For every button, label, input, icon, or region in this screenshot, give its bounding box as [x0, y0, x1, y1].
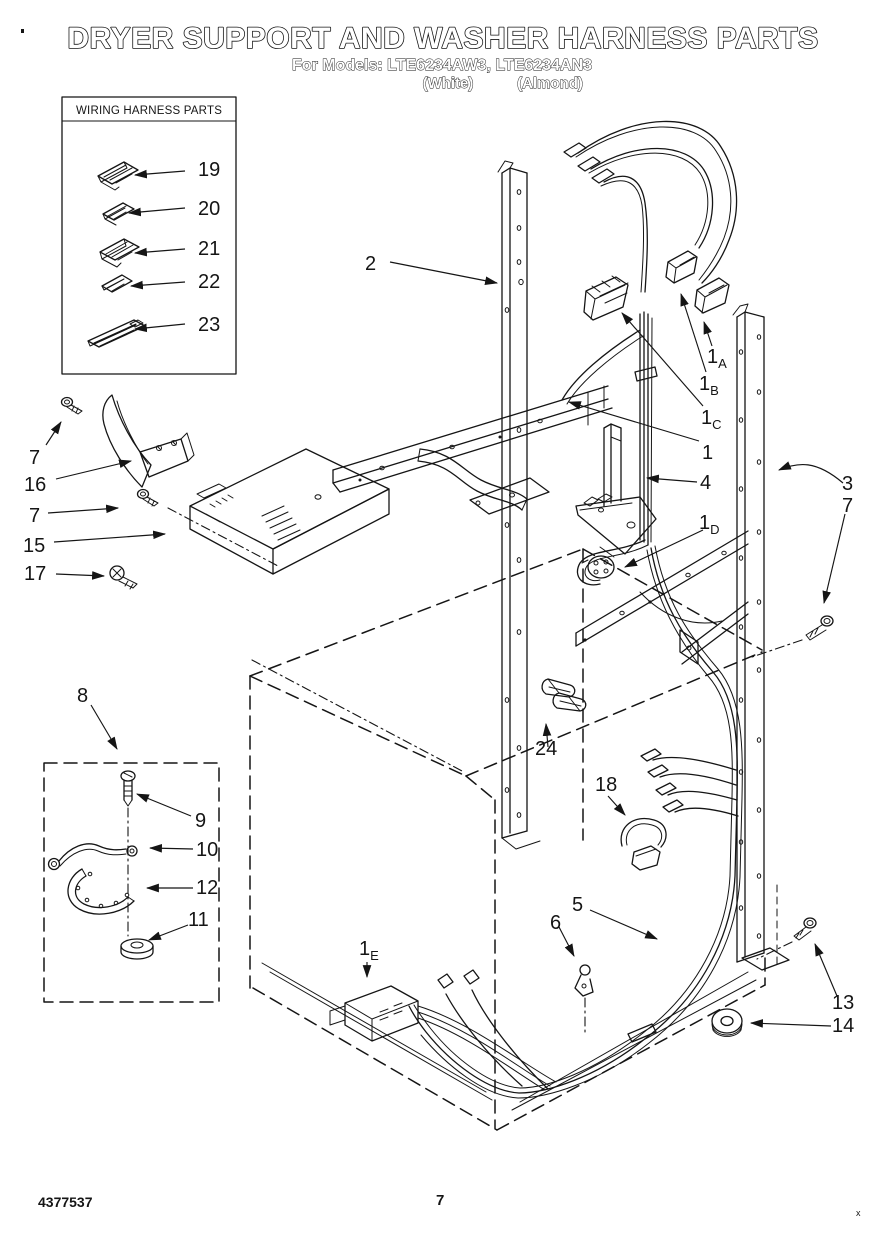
callout-23: 23 [198, 314, 221, 336]
harness-connector-21-icon [100, 239, 139, 267]
callout-5: 5 [572, 894, 584, 916]
finish-white: (White) [422, 75, 474, 92]
callout-2: 2 [365, 253, 377, 275]
connector-1a [695, 278, 729, 313]
callout-1: 1 [702, 442, 714, 464]
callout-16: 16 [24, 474, 47, 496]
footer [38, 1192, 861, 1218]
alignment-centerline-left [168, 508, 278, 566]
callout-7-top-left: 7 [29, 447, 41, 469]
left-mounting-assembly [62, 395, 465, 772]
header [21, 22, 819, 92]
callout-arrows [46, 171, 845, 1026]
branch-terminals [641, 749, 738, 816]
inset-box-title: WIRING HARNESS PARTS [76, 105, 223, 117]
harness-connector-22-icon [102, 275, 132, 292]
connector-1c [584, 276, 628, 320]
ground-kit-inset [44, 763, 219, 1002]
finish-almond: (Almond) [517, 75, 583, 92]
page-title: DRYER SUPPORT AND WASHER HARNESS PARTS [67, 22, 819, 55]
screw-7-upper-icon [62, 398, 83, 415]
callout-1c: $1_C$ [701, 407, 722, 432]
ferrule-wires [438, 970, 548, 1089]
callout-7-mid-left: 7 [29, 505, 41, 527]
wire-assembly-18 [621, 819, 666, 870]
callout-15: 15 [23, 535, 46, 557]
page-number: 7 [436, 1192, 445, 1209]
alignment-centerline-to-cabinet [252, 660, 464, 772]
cable-tie [635, 367, 657, 381]
callout-3: 3 [842, 473, 854, 495]
callout-21: 21 [198, 238, 221, 260]
callout-8: 8 [77, 685, 89, 707]
harness-clip-24 [542, 679, 586, 711]
bracket-15-panel [190, 449, 389, 574]
middle-cross-rails [576, 531, 748, 664]
clip-6 [575, 965, 593, 1036]
harness-connector-23-icon [88, 320, 145, 347]
callout-1e: $1_E$ [359, 938, 379, 963]
harness-connector-19-icon [98, 162, 138, 190]
callout-14: 14 [832, 1015, 855, 1037]
callout-17: 17 [24, 563, 47, 585]
ground-wire-10-icon [49, 844, 138, 870]
callout-4: 4 [700, 472, 712, 494]
s-bracket [418, 449, 549, 514]
callout-1a: $1_A$ [707, 346, 727, 371]
screw-7-mid-icon [138, 490, 159, 507]
callout-6: 6 [550, 912, 562, 934]
callout-1b: $1_B$ [699, 373, 719, 398]
callout-1d: $1_D$ [699, 512, 720, 537]
callout-9: 9 [195, 810, 207, 832]
corner-mark: x [856, 1208, 861, 1218]
grommet-11-icon [121, 939, 153, 959]
upper-cross-rail [333, 386, 612, 514]
callout-12: 12 [196, 877, 219, 899]
callout-22: 22 [198, 271, 221, 293]
connector-1b [666, 251, 697, 283]
main-wire-harness [330, 121, 742, 1098]
harness-connector-20-icon [103, 203, 134, 225]
strap-12-icon [68, 869, 134, 914]
callout-19: 19 [198, 159, 221, 181]
callout-18: 18 [595, 774, 618, 796]
registration-dot [21, 29, 24, 33]
bracket-16 [103, 395, 194, 487]
leveling-foot-14-icon [712, 1009, 742, 1036]
document-number: 4377537 [38, 1194, 93, 1210]
models-line: For Models: LTE6234AW3, LTE6234AN3 [292, 57, 592, 74]
right-support-post [733, 304, 789, 970]
callout-10: 10 [196, 839, 219, 861]
callout-7-right: 7 [842, 495, 854, 517]
callout-11: 11 [188, 909, 209, 931]
callout-labels [23, 159, 854, 1037]
washer-cabinet-outline [250, 549, 765, 1130]
callout-20: 20 [198, 198, 221, 220]
screw-17-icon [110, 566, 137, 589]
screw-9-icon [121, 771, 135, 806]
callout-24: 24 [535, 738, 558, 760]
callout-13: 13 [832, 992, 855, 1014]
connector-1e [330, 986, 556, 1090]
screw-13-icon [757, 918, 816, 959]
left-support-post [498, 161, 540, 849]
